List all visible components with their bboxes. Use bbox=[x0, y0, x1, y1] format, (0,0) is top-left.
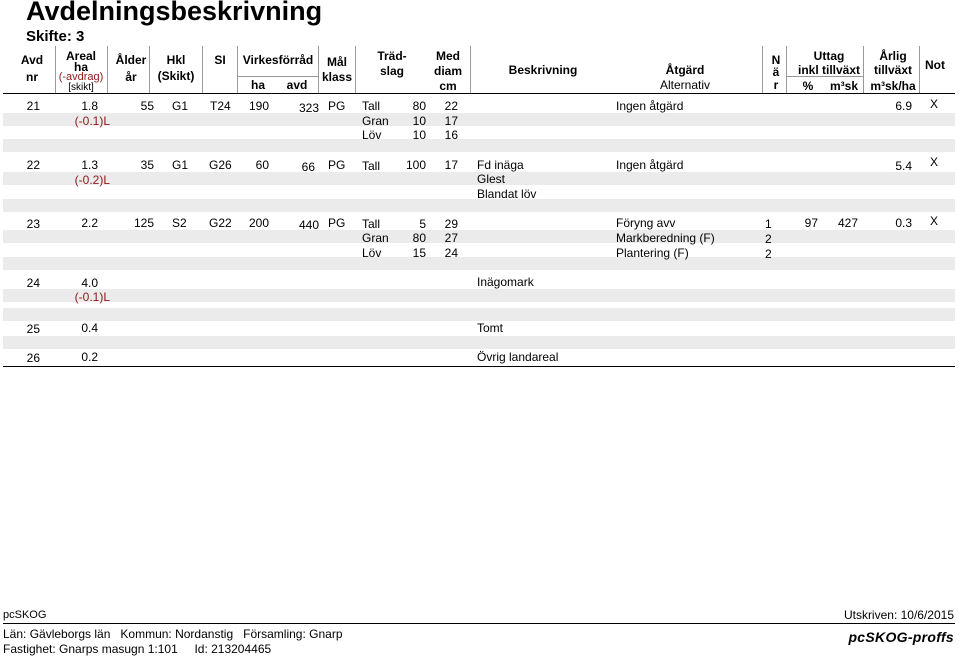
hdr-beskrivning: Beskrivning bbox=[508, 63, 578, 77]
page-title: Avdelningsbeskrivning bbox=[26, 0, 323, 26]
cell-not: X bbox=[930, 214, 939, 228]
cell-mal: PG bbox=[328, 99, 346, 113]
cell-si: G26 bbox=[209, 158, 232, 172]
cell-nar: 2 bbox=[765, 232, 772, 246]
cell-avd: 22 bbox=[26, 158, 40, 172]
hdr-slag: slag bbox=[379, 64, 405, 78]
hdr-nar-a: ä bbox=[772, 65, 780, 79]
hdr-ar: år bbox=[125, 70, 137, 84]
hdr-m3sk: m³sk bbox=[829, 79, 859, 93]
hdr-atgard: Åtgärd bbox=[665, 63, 705, 77]
cell-tillvaxt: 0.3 bbox=[895, 216, 912, 230]
cell-not: X bbox=[930, 97, 939, 111]
hdr-virkesforrad: Virkesförråd bbox=[242, 53, 314, 67]
cell-alder: 55 bbox=[140, 99, 154, 113]
cell-beskrivning: Blandat löv bbox=[477, 187, 537, 201]
col-divider bbox=[55, 46, 56, 94]
cell-atgard: Ingen åtgärd bbox=[616, 158, 684, 172]
row-stripe bbox=[3, 257, 955, 270]
hdr-avdrag: (-avdrag) bbox=[58, 71, 104, 83]
footer-printed-date: Utskriven: 10/6/2015 bbox=[843, 608, 954, 622]
cell-pct: 10 bbox=[412, 114, 426, 128]
hdr-avd: Avd bbox=[20, 53, 44, 67]
col-divider bbox=[202, 46, 203, 94]
cell-areal: 1.8 bbox=[81, 99, 98, 113]
hdr-arlig: Årlig bbox=[879, 49, 907, 63]
cell-areal: 2.2 bbox=[81, 216, 98, 230]
hdr-tradslag: Träd- bbox=[377, 49, 407, 63]
cell-beskrivning: Fd inäga bbox=[477, 158, 524, 172]
hdr-virkes-ha: ha bbox=[250, 78, 266, 92]
cell-atgard: Plantering (F) bbox=[616, 246, 689, 260]
cell-avdrag: (-0.1)L bbox=[74, 114, 110, 128]
col-divider bbox=[149, 46, 150, 94]
cell-avdrag: (-0.2)L bbox=[74, 173, 110, 187]
col-divider bbox=[355, 46, 356, 94]
cell-species: Tall bbox=[362, 99, 381, 113]
col-divider bbox=[318, 46, 319, 94]
hdr-hkl: Hkl bbox=[166, 53, 186, 67]
cell-species: Gran bbox=[362, 231, 389, 245]
hdr-skikt: [skikt] bbox=[68, 82, 94, 93]
cell-species: Tall bbox=[362, 217, 381, 231]
cell-pct: 10 bbox=[412, 128, 426, 142]
cell-pct: 5 bbox=[419, 217, 426, 231]
cell-avd: 24 bbox=[26, 276, 40, 290]
hdr-med: Med bbox=[436, 49, 460, 63]
cell-hkl: G1 bbox=[172, 158, 189, 172]
footer-brand: pcSKOG bbox=[3, 609, 47, 621]
hdr-alder: Ålder bbox=[115, 53, 147, 67]
hdr-areal-ha: ha bbox=[73, 60, 89, 74]
cell-ha: 190 bbox=[248, 99, 269, 113]
cell-areal: 0.2 bbox=[81, 350, 98, 364]
hdr-pct: % bbox=[802, 79, 814, 93]
cell-si: G22 bbox=[209, 216, 232, 230]
cell-tillvaxt: 6.9 bbox=[895, 99, 912, 113]
cell-alder: 125 bbox=[133, 216, 154, 230]
cell-areal: 4.0 bbox=[81, 276, 98, 290]
cell-avd-vol: 66 bbox=[301, 160, 315, 174]
hdr-cm: cm bbox=[439, 79, 457, 93]
cell-alder: 35 bbox=[140, 158, 154, 172]
cell-nar: 1 bbox=[765, 217, 772, 231]
cell-avd: 25 bbox=[26, 322, 40, 336]
cell-mal: PG bbox=[328, 216, 346, 230]
cell-diam: 22 bbox=[444, 99, 458, 113]
cell-avd-vol: 440 bbox=[298, 218, 319, 232]
header-rule bbox=[3, 93, 955, 94]
hdr-nar-n: N bbox=[771, 53, 781, 67]
col-divider bbox=[107, 46, 108, 94]
hdr-nar-r: r bbox=[773, 78, 779, 92]
cell-atgard: Ingen åtgärd bbox=[616, 99, 684, 113]
row-stripe bbox=[3, 139, 955, 152]
hdr-not: Not bbox=[925, 58, 945, 72]
cell-diam: 17 bbox=[444, 158, 458, 172]
cell-ha: 200 bbox=[248, 216, 269, 230]
cell-areal: 0.4 bbox=[81, 321, 98, 335]
hdr-klass: klass bbox=[321, 70, 353, 84]
hdr-areal: Areal bbox=[65, 49, 97, 63]
hdr-virkes-avd: avd bbox=[286, 78, 308, 92]
footer-property: Fastighet: Gnarps masugn 1:101 Id: 213204465 bbox=[3, 642, 272, 656]
row-stripe bbox=[3, 230, 955, 243]
cell-pct: 80 bbox=[412, 231, 426, 245]
col-divider bbox=[237, 46, 238, 94]
cell-beskrivning: Glest bbox=[477, 172, 506, 186]
cell-species: Tall bbox=[362, 159, 381, 173]
cell-beskrivning: Inägomark bbox=[477, 275, 534, 289]
hdr-tillvaxt: tillväxt bbox=[873, 63, 913, 77]
cell-avd: 21 bbox=[26, 99, 40, 113]
col-divider bbox=[863, 46, 864, 94]
cell-hkl: G1 bbox=[172, 99, 189, 113]
hdr-uttag: Uttag bbox=[813, 49, 845, 63]
cell-atgard: Föryng avv bbox=[616, 216, 676, 230]
cell-mal: PG bbox=[328, 158, 346, 172]
cell-atgard: Markberedning (F) bbox=[616, 231, 715, 245]
hdr-diam: diam bbox=[433, 64, 463, 78]
row-stripe bbox=[3, 308, 955, 321]
cell-pct: 15 bbox=[412, 246, 426, 260]
cell-hkl: S2 bbox=[172, 216, 187, 230]
cell-uttag-pct: 97 bbox=[804, 216, 818, 230]
cell-pct: 100 bbox=[405, 158, 426, 172]
cell-avd: 23 bbox=[26, 217, 40, 231]
hdr-mal: Mål bbox=[326, 55, 348, 69]
cell-uttag-m3sk: 427 bbox=[837, 216, 858, 230]
virkes-underline bbox=[237, 76, 318, 77]
cell-areal: 1.3 bbox=[81, 158, 98, 172]
hdr-alternativ: Alternativ bbox=[659, 78, 711, 92]
cell-species: Löv bbox=[362, 128, 382, 142]
footer-location: Län: Gävleborgs län Kommun: Nordanstig Församling: Gnarp bbox=[3, 627, 343, 641]
col-divider bbox=[762, 46, 763, 94]
row-stripe bbox=[3, 113, 955, 126]
cell-beskrivning: Tomt bbox=[477, 321, 504, 335]
cell-not: X bbox=[930, 155, 939, 169]
row-stripe bbox=[3, 289, 955, 302]
hdr-nr: nr bbox=[26, 70, 38, 84]
page-subtitle: Skifte: 3 bbox=[26, 28, 85, 45]
cell-nar: 2 bbox=[765, 247, 772, 261]
hdr-hkl-skikt: (Skikt) bbox=[157, 69, 195, 83]
cell-beskrivning: Övrig landareal bbox=[477, 350, 559, 364]
cell-diam: 24 bbox=[444, 246, 458, 260]
footer-logo: pcSKOG-proffs bbox=[848, 629, 954, 645]
row-stripe bbox=[3, 336, 955, 349]
cell-avdrag: (-0.1)L bbox=[74, 290, 110, 304]
cell-diam: 27 bbox=[444, 231, 458, 245]
cell-species: Gran bbox=[362, 114, 389, 128]
cell-pct: 80 bbox=[412, 99, 426, 113]
col-divider bbox=[786, 46, 787, 94]
cell-diam: 16 bbox=[444, 128, 458, 142]
hdr-si: SI bbox=[214, 53, 226, 67]
cell-tillvaxt: 5.4 bbox=[895, 159, 912, 173]
cell-ha: 60 bbox=[255, 158, 269, 172]
cell-si: T24 bbox=[210, 99, 231, 113]
cell-avd-vol: 323 bbox=[298, 101, 319, 115]
cell-species: Löv bbox=[362, 246, 382, 260]
cell-diam: 29 bbox=[444, 217, 458, 231]
footer-rule bbox=[3, 623, 955, 624]
col-divider bbox=[470, 46, 471, 94]
hdr-m3skha: m³sk/ha bbox=[870, 79, 916, 93]
cell-diam: 17 bbox=[444, 114, 458, 128]
table-bottom-rule bbox=[3, 366, 955, 367]
col-divider bbox=[919, 46, 920, 94]
cell-avd: 26 bbox=[26, 351, 40, 365]
hdr-inkl-tillvaxt: inkl tillväxt bbox=[797, 63, 861, 77]
